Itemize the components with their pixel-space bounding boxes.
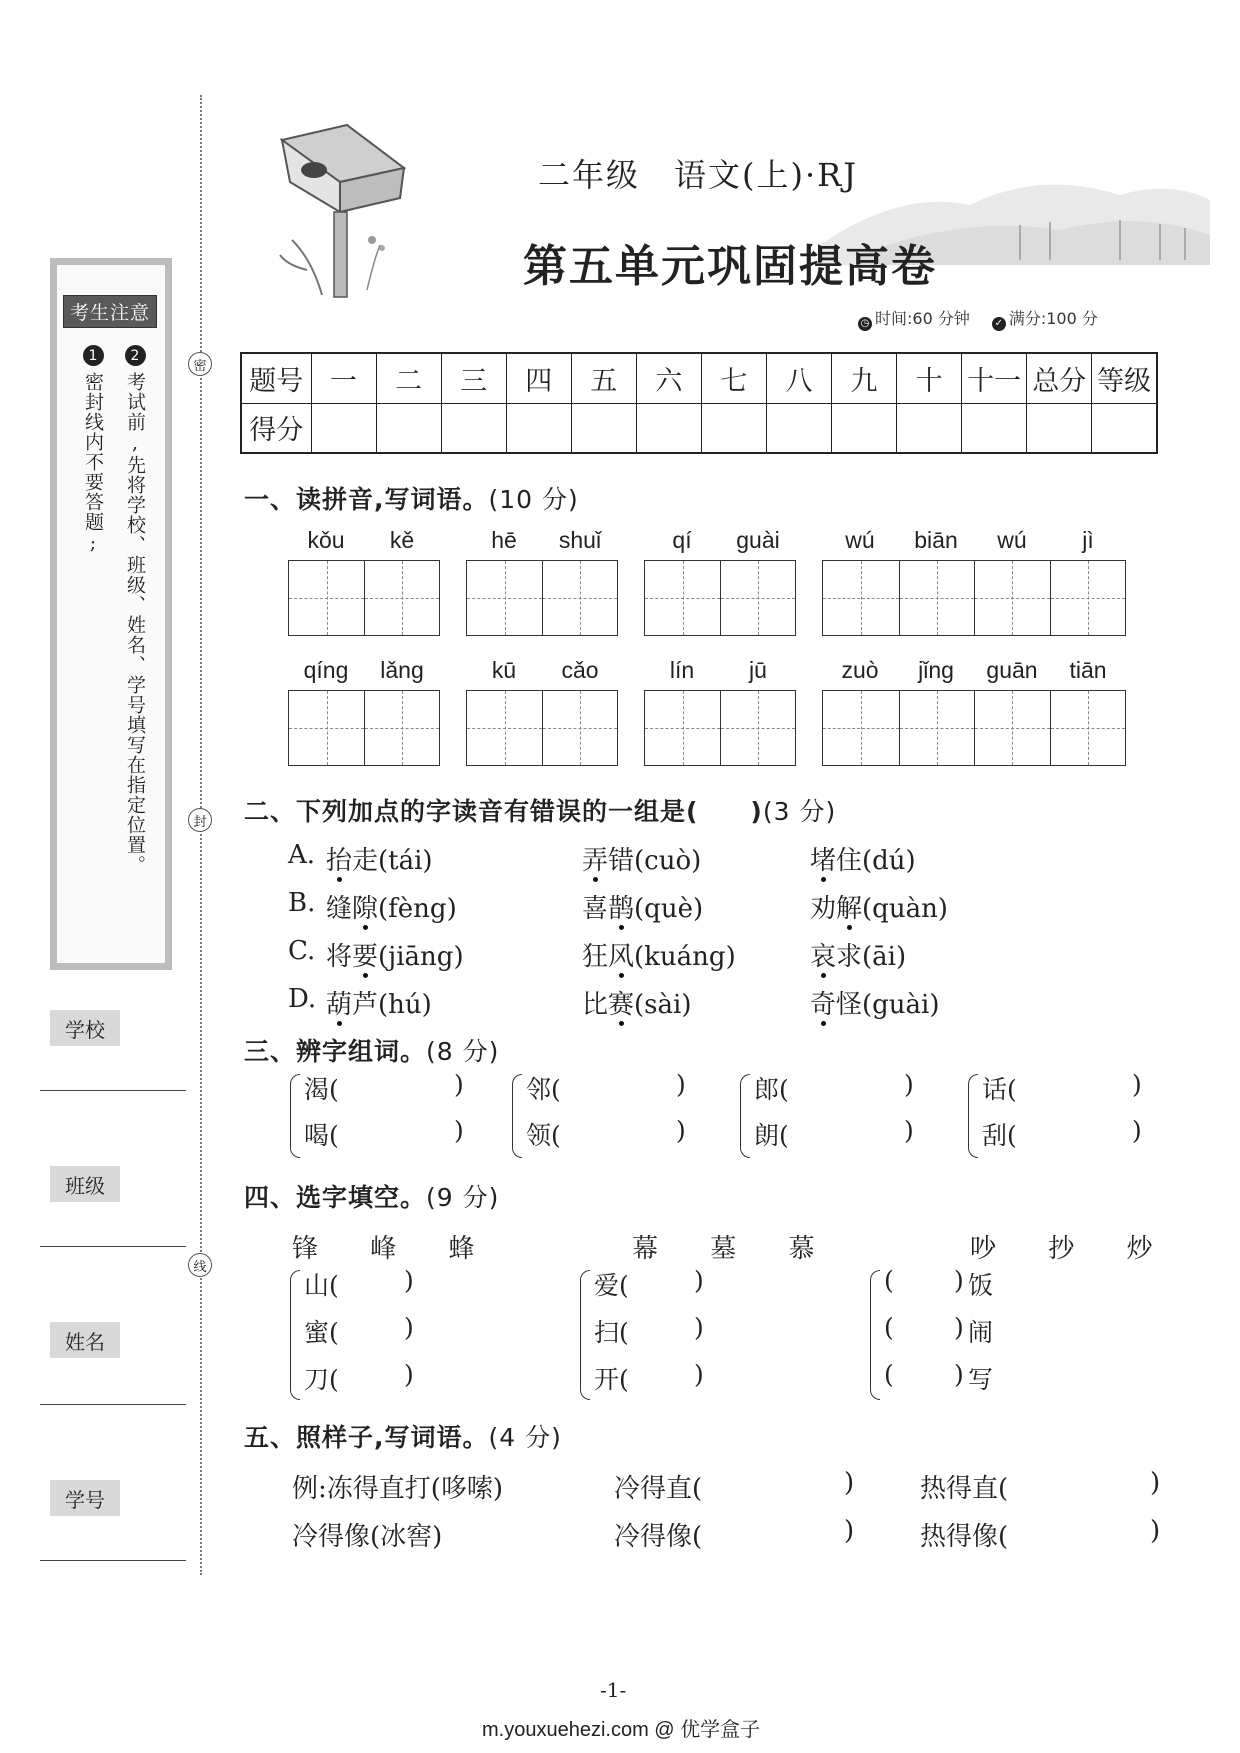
word-pair-char: 领( xyxy=(526,1121,561,1150)
score-cell[interactable] xyxy=(506,403,571,453)
word-pair-line[interactable] xyxy=(304,1116,484,1152)
fill-close: ) xyxy=(404,1266,414,1295)
tian-cell[interactable] xyxy=(289,691,364,765)
answer-2b-close: ) xyxy=(1150,1516,1161,1546)
tian-grid xyxy=(822,690,1126,766)
word-pair-line[interactable] xyxy=(526,1116,706,1152)
fill-open: ( xyxy=(884,1360,894,1389)
section-3-title xyxy=(244,1032,499,1068)
pinyin-syllable: qíng xyxy=(303,657,349,683)
pinyin-syllable: qí xyxy=(672,527,692,553)
dotted-character: 堵 xyxy=(810,846,837,876)
brace-icon xyxy=(512,1074,522,1158)
option-word xyxy=(810,840,916,877)
option-word-post: 芦(hú) xyxy=(352,990,432,1020)
dotted-character: 解 xyxy=(836,894,863,924)
score-cell[interactable] xyxy=(571,403,636,453)
word-pair-close: ) xyxy=(454,1116,464,1145)
answer-1b-close: ) xyxy=(1150,1468,1161,1498)
option-word-post: (què) xyxy=(634,894,704,924)
fill-prefix: 爱( xyxy=(594,1271,629,1300)
name-field[interactable] xyxy=(40,1404,186,1405)
option-word xyxy=(582,888,703,925)
score-table-header-cell: 等级 xyxy=(1092,353,1157,403)
fill-line[interactable] xyxy=(594,1313,724,1349)
pinyin-row xyxy=(822,652,1126,684)
section-5-points: (4 分) xyxy=(488,1423,562,1452)
brace-icon xyxy=(580,1270,590,1400)
pinyin-word-group xyxy=(466,652,618,766)
pinyin-syllable: hē xyxy=(491,527,517,553)
school-field[interactable] xyxy=(40,1090,186,1091)
pinyin-syllable: lǎng xyxy=(380,657,424,683)
option-word-pre: 缝 xyxy=(326,894,353,924)
tian-cell[interactable] xyxy=(467,691,542,765)
example-2: 冷得像(冰窖) xyxy=(292,1522,443,1552)
choice-set-2: 幕 墓 慕 xyxy=(632,1234,837,1264)
option-word-post: 怪(guài) xyxy=(836,990,940,1020)
score-info xyxy=(992,306,1098,331)
notice-item-2 xyxy=(122,345,148,875)
tian-cell[interactable] xyxy=(720,691,795,765)
exam-notice-box xyxy=(50,258,172,970)
tian-cell[interactable] xyxy=(645,691,720,765)
notice-text-2: 考试前,先将学校、班级、姓名、学号填写在指定位置。 xyxy=(124,372,146,875)
tian-cell[interactable] xyxy=(974,561,1050,635)
section-1-title xyxy=(244,480,579,516)
word-pair-char: 朗( xyxy=(754,1121,789,1150)
answer-1a-close: ) xyxy=(844,1468,855,1498)
option-word xyxy=(326,840,433,877)
option-word-pre: 将 xyxy=(326,942,353,972)
word-pair-line[interactable] xyxy=(304,1070,484,1106)
notice-text-1: 密封线内不要答题; xyxy=(82,372,104,555)
seal-dotted-line xyxy=(200,95,202,1575)
option-word-pre: 劝 xyxy=(810,894,837,924)
pinyin-row xyxy=(644,652,796,684)
section-2-title xyxy=(244,792,836,828)
section-4-points: (9 分) xyxy=(426,1183,500,1212)
section-5-title xyxy=(244,1418,562,1454)
brace-icon xyxy=(740,1074,750,1158)
answer-2a-prompt: 冷得像( xyxy=(614,1522,703,1552)
score-table-header-cell: 八 xyxy=(766,353,831,403)
word-pair-close: ) xyxy=(676,1116,686,1145)
class-label: 班级 xyxy=(50,1166,120,1202)
score-row-label: 得分 xyxy=(241,403,311,453)
pinyin-row xyxy=(288,522,440,554)
word-pair-close: ) xyxy=(904,1116,914,1145)
word-pair-close: ) xyxy=(904,1070,914,1099)
answer-2b-prompt: 热得像( xyxy=(920,1522,1009,1552)
tian-grid xyxy=(288,560,440,636)
fill-close: ) xyxy=(694,1266,704,1295)
word-pair-close: ) xyxy=(1132,1070,1142,1099)
pinyin-row xyxy=(644,522,796,554)
section-3-points: (8 分) xyxy=(426,1037,500,1066)
score-table-header-cell: 五 xyxy=(571,353,636,403)
section-2-points: (3 分) xyxy=(762,797,837,826)
tian-cell[interactable] xyxy=(974,691,1050,765)
option-label: A. xyxy=(288,840,316,870)
clock-icon: ◷ xyxy=(858,317,872,331)
answer-1a-prompt: 冷得直( xyxy=(614,1474,703,1504)
mailbox-illustration xyxy=(262,120,412,300)
pinyin-syllable: biān xyxy=(914,527,958,553)
example-1: 例:冻得直打(哆嗦) xyxy=(292,1474,504,1504)
tian-cell[interactable] xyxy=(1050,691,1126,765)
dotted-character: 弄 xyxy=(582,846,609,876)
option-word-post: 住(dú) xyxy=(836,846,916,876)
pinyin-row xyxy=(288,652,440,684)
option-word-pre: 狂 xyxy=(582,942,609,972)
pinyin-syllable: kě xyxy=(389,527,415,553)
fill-close: ) xyxy=(694,1313,704,1342)
score-table-header-cell: 九 xyxy=(832,353,897,403)
check-icon: ✓ xyxy=(992,317,1006,331)
fill-close: ) xyxy=(954,1360,964,1389)
score-table-header-row xyxy=(241,353,1157,403)
answer-1a[interactable] xyxy=(614,1468,855,1505)
pinyin-row xyxy=(466,522,618,554)
answer-1b[interactable] xyxy=(920,1468,1161,1505)
section-4-heading: 四、选字填空。 xyxy=(244,1183,427,1212)
tian-cell[interactable] xyxy=(899,561,975,635)
answer-1b-prompt: 热得直( xyxy=(920,1474,1009,1504)
dotted-character: 哀 xyxy=(810,942,837,972)
exam-meta xyxy=(858,306,1098,331)
score-cell[interactable] xyxy=(1027,403,1092,453)
brace-icon xyxy=(290,1074,300,1158)
brace-icon xyxy=(870,1270,880,1400)
seal-mark-mi: 密 xyxy=(188,352,212,376)
word-pair-close: ) xyxy=(1132,1116,1142,1145)
section-5-heading: 五、照样子,写词语。 xyxy=(244,1423,489,1452)
word-pair-char: 刮( xyxy=(982,1121,1017,1150)
word-pair-group xyxy=(290,1070,490,1164)
brace-icon xyxy=(290,1270,300,1400)
word-pair-char: 郎( xyxy=(754,1075,789,1104)
choice-set-3: 吵 抄 炒 xyxy=(970,1234,1175,1264)
pinyin-word-group xyxy=(288,522,440,636)
option-word-pre: 比 xyxy=(582,990,609,1020)
score-cell[interactable] xyxy=(441,403,506,453)
word-pair-char: 喝( xyxy=(304,1121,339,1150)
score-table-header-cell: 十 xyxy=(897,353,962,403)
notice-title: 考生注意 xyxy=(63,295,157,328)
option-word xyxy=(582,984,691,1021)
class-field[interactable] xyxy=(40,1246,186,1247)
fill-line[interactable] xyxy=(884,1266,1024,1300)
word-pair-char: 邻( xyxy=(526,1075,561,1104)
option-label: B. xyxy=(288,888,316,918)
fill-close: ) xyxy=(954,1266,964,1295)
pinyin-word-group xyxy=(288,652,440,766)
answer-2a-close: ) xyxy=(844,1516,855,1546)
option-word-post: (sài) xyxy=(634,990,692,1020)
pinyin-syllable: tiān xyxy=(1069,657,1107,683)
score-cell[interactable] xyxy=(311,403,376,453)
tian-cell[interactable] xyxy=(289,561,364,635)
notice-item-1 xyxy=(80,345,106,555)
answer-2a[interactable] xyxy=(614,1516,855,1553)
fill-line[interactable] xyxy=(884,1360,1024,1394)
option-word xyxy=(810,888,948,925)
section-4-title xyxy=(244,1178,499,1214)
option-word-post: 错(cuò) xyxy=(608,846,702,876)
option-word-post: (jiāng) xyxy=(378,942,464,972)
tian-cell[interactable] xyxy=(823,691,899,765)
tian-cell[interactable] xyxy=(542,691,617,765)
tian-grid xyxy=(644,690,796,766)
fill-prefix: 扫( xyxy=(594,1318,629,1347)
option-label: C. xyxy=(288,936,316,966)
score-cell[interactable] xyxy=(832,403,897,453)
tian-grid xyxy=(288,690,440,766)
word-pair-line[interactable] xyxy=(982,1070,1162,1106)
notice-number-2: 2 xyxy=(125,345,146,366)
dotted-character: 奇 xyxy=(810,990,837,1020)
fill-line[interactable] xyxy=(304,1266,434,1302)
tian-grid xyxy=(466,560,618,636)
score-cell[interactable] xyxy=(962,403,1027,453)
pinyin-word-group xyxy=(466,522,618,636)
option-word xyxy=(582,840,701,877)
full-score-label: 满分:100 分 xyxy=(1008,309,1098,328)
pinyin-row xyxy=(466,652,618,684)
score-table-header-cell: 七 xyxy=(701,353,766,403)
score-table-score-row xyxy=(241,403,1157,453)
dotted-character: 隙 xyxy=(352,894,379,924)
tian-grid xyxy=(466,690,618,766)
seal-mark-feng: 封 xyxy=(188,808,212,832)
dotted-character: 风 xyxy=(608,942,635,972)
option-word-post: (kuáng) xyxy=(634,942,736,972)
fill-close: ) xyxy=(954,1313,964,1342)
school-label: 学校 xyxy=(50,1010,120,1046)
pinyin-syllable: kū xyxy=(491,657,517,683)
word-pair-close: ) xyxy=(676,1070,686,1099)
option-word-pre: 喜 xyxy=(582,894,609,924)
pinyin-syllable: zuò xyxy=(841,657,879,683)
fill-line[interactable] xyxy=(304,1313,434,1349)
pinyin-row xyxy=(822,522,1126,554)
answer-2b[interactable] xyxy=(920,1516,1161,1553)
section-1-heading: 一、读拼音,写词语。 xyxy=(244,485,489,514)
option-word xyxy=(326,984,432,1021)
tian-cell[interactable] xyxy=(467,561,542,635)
fill-close: ) xyxy=(694,1360,704,1389)
option-word xyxy=(582,936,736,973)
option-word xyxy=(326,888,457,925)
word-pair-line[interactable] xyxy=(526,1070,706,1106)
brace-icon xyxy=(968,1074,978,1158)
dotted-character: 要 xyxy=(352,942,379,972)
tian-cell[interactable] xyxy=(1050,561,1126,635)
tian-grid xyxy=(822,560,1126,636)
word-pair-group xyxy=(512,1070,712,1164)
score-cell[interactable] xyxy=(897,403,962,453)
section-3-heading: 三、辨字组词。 xyxy=(244,1037,427,1066)
pinyin-syllable: kǒu xyxy=(307,527,345,553)
score-table-header-cell: 题号 xyxy=(241,353,311,403)
pinyin-syllable: jǐng xyxy=(918,657,954,683)
word-pair-line[interactable] xyxy=(754,1116,934,1152)
pinyin-word-group xyxy=(644,652,796,766)
tian-cell[interactable] xyxy=(542,561,617,635)
fill-prefix: 刀( xyxy=(304,1365,339,1394)
pinyin-word-group xyxy=(822,522,1126,636)
pinyin-syllable: wú xyxy=(997,527,1027,553)
score-table-header-cell: 三 xyxy=(441,353,506,403)
pinyin-syllable: guài xyxy=(736,527,780,553)
fill-suffix: 饭 xyxy=(968,1271,994,1300)
option-word xyxy=(810,984,940,1021)
fill-line[interactable] xyxy=(884,1313,1024,1347)
fill-line[interactable] xyxy=(304,1360,434,1396)
notice-number-1: 1 xyxy=(83,345,104,366)
pinyin-syllable: jū xyxy=(749,657,767,683)
score-cell[interactable] xyxy=(636,403,701,453)
tian-cell[interactable] xyxy=(364,691,439,765)
exam-subtitle: 二年级 语文(上)·RJ xyxy=(538,156,859,194)
score-table-header-cell: 六 xyxy=(636,353,701,403)
dotted-character: 赛 xyxy=(608,990,635,1020)
fill-prefix: 蜜( xyxy=(304,1318,339,1347)
word-pair-char: 话( xyxy=(982,1075,1017,1104)
choice-set-1: 锋 峰 蜂 xyxy=(292,1234,497,1264)
pinyin-syllable: shuǐ xyxy=(558,527,602,553)
option-word-post: (fèng) xyxy=(378,894,457,924)
pinyin-word-group xyxy=(822,652,1126,766)
option-word xyxy=(326,936,464,973)
fill-suffix: 闹 xyxy=(968,1318,994,1347)
score-table-header-cell: 十一 xyxy=(962,353,1027,403)
pinyin-syllable: lín xyxy=(669,657,695,683)
fill-open: ( xyxy=(884,1313,894,1342)
fill-close: ) xyxy=(404,1313,414,1342)
word-pair-group xyxy=(740,1070,940,1164)
fill-group xyxy=(870,1266,1030,1406)
tian-cell[interactable] xyxy=(720,561,795,635)
page-number: -1- xyxy=(600,1678,627,1702)
score-table-header-cell: 四 xyxy=(506,353,571,403)
pinyin-syllable: wú xyxy=(845,527,875,553)
score-table-header-cell: 总分 xyxy=(1027,353,1092,403)
time-label: 时间:60 分钟 xyxy=(875,309,970,328)
tian-cell[interactable] xyxy=(899,691,975,765)
option-word-post: (quàn) xyxy=(862,894,948,924)
score-table-header-cell: 一 xyxy=(311,353,376,403)
exam-title: 第五单元巩固提高卷 xyxy=(523,241,937,292)
fill-group xyxy=(290,1266,450,1406)
name-label: 姓名 xyxy=(50,1322,120,1358)
fill-line[interactable] xyxy=(594,1360,724,1396)
tian-cell[interactable] xyxy=(364,561,439,635)
section-2-heading: 二、下列加点的字读音有错误的一组是( ) xyxy=(244,797,763,826)
tian-cell[interactable] xyxy=(823,561,899,635)
option-label: D. xyxy=(288,984,317,1014)
dotted-character: 抬 xyxy=(326,846,353,876)
score-cell[interactable] xyxy=(1092,403,1157,453)
word-pair-char: 渴( xyxy=(304,1075,339,1104)
score-table xyxy=(240,352,1158,454)
pinyin-syllable: guān xyxy=(986,657,1038,683)
tian-grid xyxy=(644,560,796,636)
section-1-points: (10 分) xyxy=(488,485,579,514)
pinyin-word-group xyxy=(644,522,796,636)
pinyin-syllable: jì xyxy=(1082,527,1094,553)
fill-close: ) xyxy=(404,1360,414,1389)
time-info xyxy=(858,306,970,331)
tian-cell[interactable] xyxy=(645,561,720,635)
fill-suffix: 写 xyxy=(968,1365,994,1394)
score-cell[interactable] xyxy=(766,403,831,453)
pinyin-syllable: cǎo xyxy=(561,657,599,683)
dotted-character: 葫 xyxy=(326,990,353,1020)
option-word xyxy=(810,936,906,973)
word-pair-close: ) xyxy=(454,1070,464,1099)
word-pair-line[interactable] xyxy=(754,1070,934,1106)
watermark: m.youxuehezi.com @ 优学盒子 xyxy=(482,1719,761,1741)
fill-line[interactable] xyxy=(594,1266,724,1302)
fill-prefix: 开( xyxy=(594,1365,629,1394)
score-cell[interactable] xyxy=(701,403,766,453)
word-pair-line[interactable] xyxy=(982,1116,1162,1152)
option-word-post: 求(āi) xyxy=(836,942,907,972)
score-cell[interactable] xyxy=(376,403,441,453)
student-number-field[interactable] xyxy=(40,1560,186,1561)
fill-prefix: 山( xyxy=(304,1271,339,1300)
fill-group xyxy=(580,1266,740,1406)
student-number-label: 学号 xyxy=(50,1480,120,1516)
seal-mark-xian: 线 xyxy=(188,1253,212,1277)
option-word-post: 走(tái) xyxy=(352,846,433,876)
dotted-character: 鹊 xyxy=(608,894,635,924)
word-pair-group xyxy=(968,1070,1168,1164)
fill-open: ( xyxy=(884,1266,894,1295)
score-table-header-cell: 二 xyxy=(376,353,441,403)
